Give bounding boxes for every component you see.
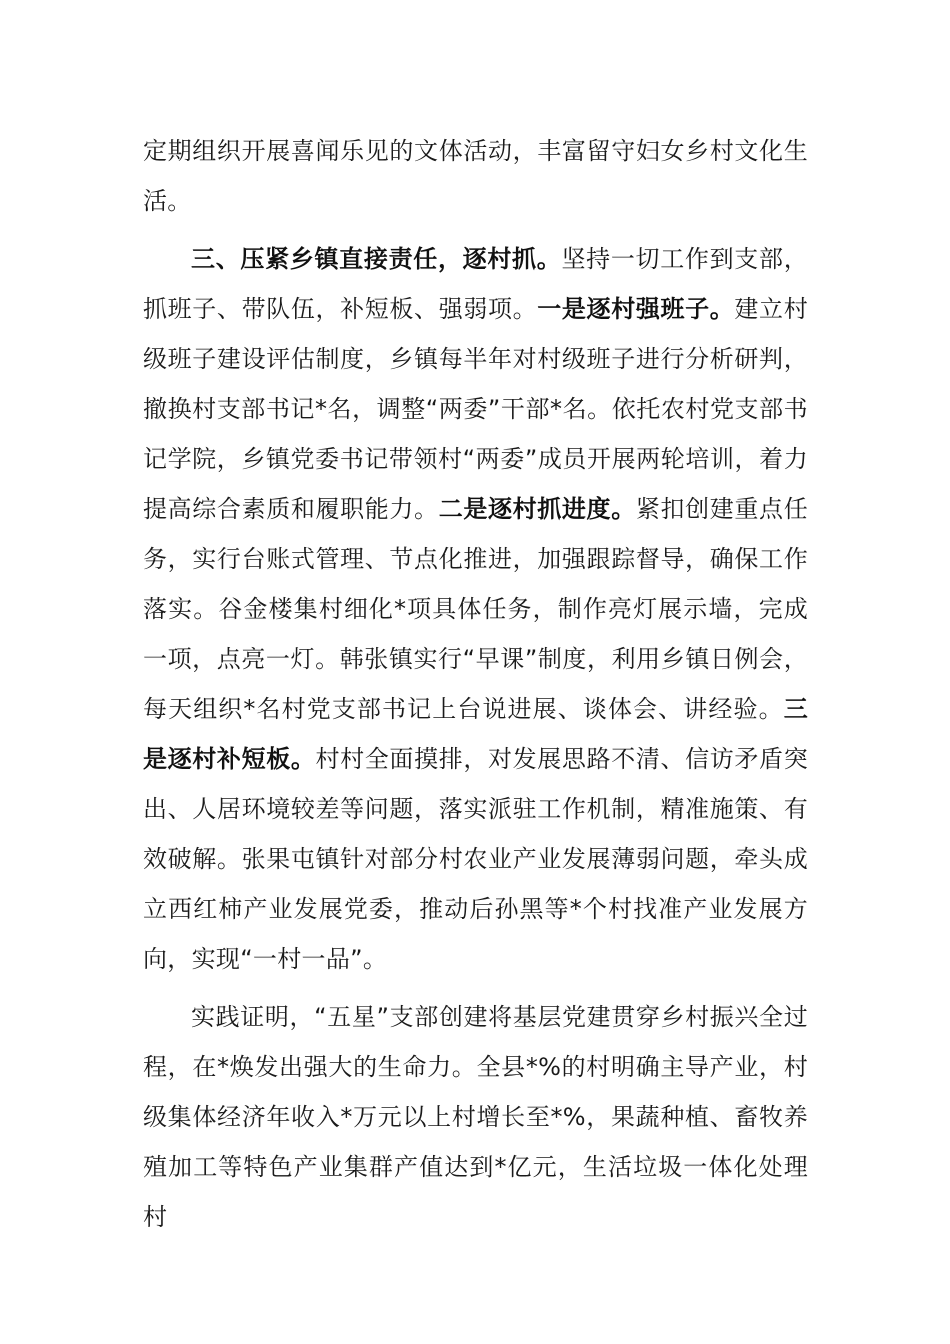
section-heading: 三、压紧乡镇直接责任，逐村抓。 <box>191 245 562 273</box>
paragraph-text <box>143 126 808 226</box>
text-segment: 实践证明，“五星”支部创建将基层党建贯穿乡村振兴全过程，在*焕发出强大的生命力。全县*%的村明确主导产业，村级集体经济年收入*万元以上村增长至*%，果蔬种植、畜牧养殖加工等特色产业集群产值达到*亿元，生活垃圾一体化处理村 <box>143 1003 808 1231</box>
text-segment: 建立村级班子建设评估制度，乡镇每半年对村级班子进行分析研判，撤换村支部书记*名，调整“两委”干部*名。依托农村党支部书记学院，乡镇党委书记带领村“两委”成员开展两轮培训，着力提高综合素质和履职能力。 <box>143 295 808 523</box>
paragraph-text <box>143 992 808 1242</box>
paragraph-text <box>143 234 808 984</box>
subpoint-heading-one: 一是逐村强班子。 <box>537 295 735 323</box>
paragraph-conclusion <box>143 992 808 1242</box>
subpoint-heading-three: 三是逐村补短板。 <box>143 695 808 773</box>
text-segment: 坚持一切工作到支部，抓班子、带队伍，补短板、强弱项。 <box>143 245 808 323</box>
text-segment: 定期组织开展喜闻乐见的文体活动，丰富留守妇女乡村文化生活。 <box>143 137 808 215</box>
text-segment: 紧扣创建重点任务，实行台账式管理、节点化推进，加强跟踪督导，确保工作落实。谷金楼集村细化*项具体任务，制作亮灯展示墙，完成一项，点亮一灯。韩张镇实行“早课”制度，利用乡镇日例会，每天组织*名村党支部书记上台说进展、谈体会、讲经验。 <box>143 495 808 723</box>
subpoint-heading-two: 二是逐村抓进度。 <box>438 495 636 523</box>
paragraph-section-three <box>143 234 808 984</box>
paragraph-continuation <box>143 126 808 226</box>
text-segment: 村村全面摸排，对发展思路不清、信访矛盾突出、人居环境较差等问题，落实派驻工作机制，精准施策、有效破解。张果屯镇针对部分村农业产业发展薄弱问题，牵头成立西红柿产业发展党委，推动后孙黑等*个村找准产业发展方向，实现“一村一品”。 <box>143 745 808 973</box>
